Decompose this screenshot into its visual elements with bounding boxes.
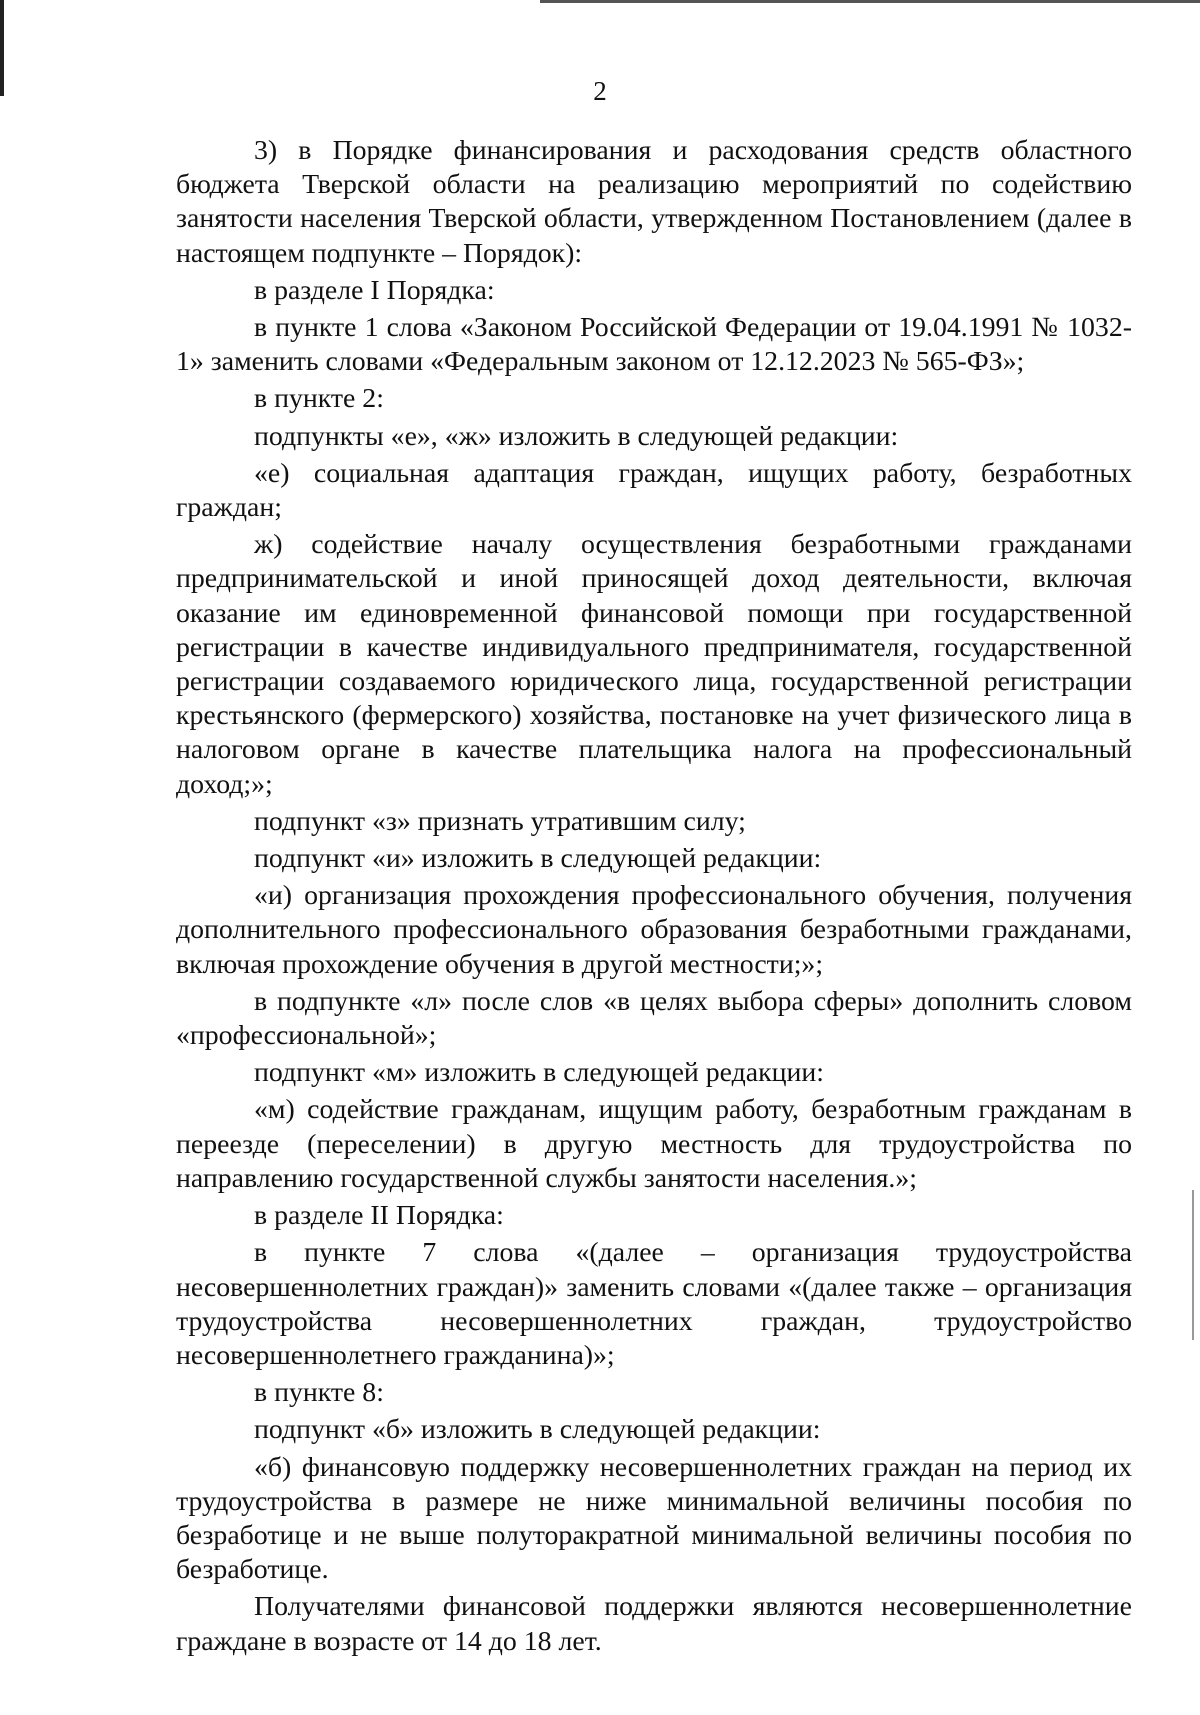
paragraph: в подпункте «л» после слов «в целях выбора сферы» дополнить словом «профессиональной»; xyxy=(176,985,1132,1052)
paragraph: в пункте 7 слова «(далее – организация трудоустройства несовершеннолетних граждан)» заменить словами «(далее также – организация трудоустройства несовершеннолетних граждан, трудоустройство несовершеннолетнего гражданина)»; xyxy=(176,1237,1132,1371)
scan-edge-top xyxy=(540,0,1200,3)
paragraph: «м) содействие гражданам, ищущим работу, безработным гражданам в переезде (переселении) в другую местность для трудоустройства по направлению государственной службы занятости населения.»; xyxy=(176,1094,1132,1194)
paragraph: «е) социальная адаптация граждан, ищущих работу, безработных граждан; xyxy=(176,457,1132,524)
paragraph: подпункт «з» признать утратившим силу; xyxy=(254,805,746,837)
paragraph: подпункт «м» изложить в следующей редакции: xyxy=(254,1057,824,1089)
paragraph: подпункты «е», «ж» изложить в следующей редакции: xyxy=(254,420,899,452)
paragraph: подпункт «и» изложить в следующей редакции: xyxy=(254,843,822,875)
paragraph: в пункте 2: xyxy=(254,383,384,415)
page-number: 2 xyxy=(593,76,607,106)
paragraph: «б) финансовую поддержку несовершеннолетних граждан на период их трудоустройства в размере не ниже минимальной величины пособия по безработице и не выше полуторакратной минимальной величины пособия по безработице. xyxy=(176,1451,1132,1586)
paragraph: подпункт «б» изложить в следующей редакции: xyxy=(254,1414,821,1446)
paragraph: в разделе II Порядка: xyxy=(254,1200,504,1232)
paragraph: 3) в Порядке финансирования и расходования средств областного бюджета Тверской области на реализацию мероприятий по содействию занятости населения Тверской области, утвержденном Постановлением (далее в настоящем подпункте – Порядок): xyxy=(176,135,1132,269)
document-body xyxy=(176,134,1132,1662)
paragraph: «и) организация прохождения профессионального обучения, получения дополнительного профессионального образования безработными гражданами, включая прохождение обучения в другой местности;»; xyxy=(176,880,1132,980)
scan-edge-right xyxy=(1192,1190,1194,1340)
paragraph: ж) содействие началу осуществления безработными гражданами предпринимательской и иной приносящей доход деятельности, включая оказание им единовременной финансовой помощи при государственной регистрации в качестве индивидуального предпринимателя, государственной регистрации создаваемого юридического лица, государственной регистрации крестьянского (фермерского) хозяйства, постановке на учет физического лица в налоговом органе в качестве плательщика налога на профессиональный доход;»; xyxy=(176,529,1132,800)
paragraph: в разделе I Порядка: xyxy=(254,274,495,306)
paragraph: в пункте 8: xyxy=(254,1377,384,1409)
paragraph: в пункте 1 слова «Законом Российской Федерации от 19.04.1991 № 1032-1» заменить словами «Федеральным законом от 12.12.2023 № 565-ФЗ»; xyxy=(176,312,1132,378)
paragraph: Получателями финансовой поддержки являются несовершеннолетние граждане в возрасте от 14 до 18 лет. xyxy=(176,1591,1132,1657)
